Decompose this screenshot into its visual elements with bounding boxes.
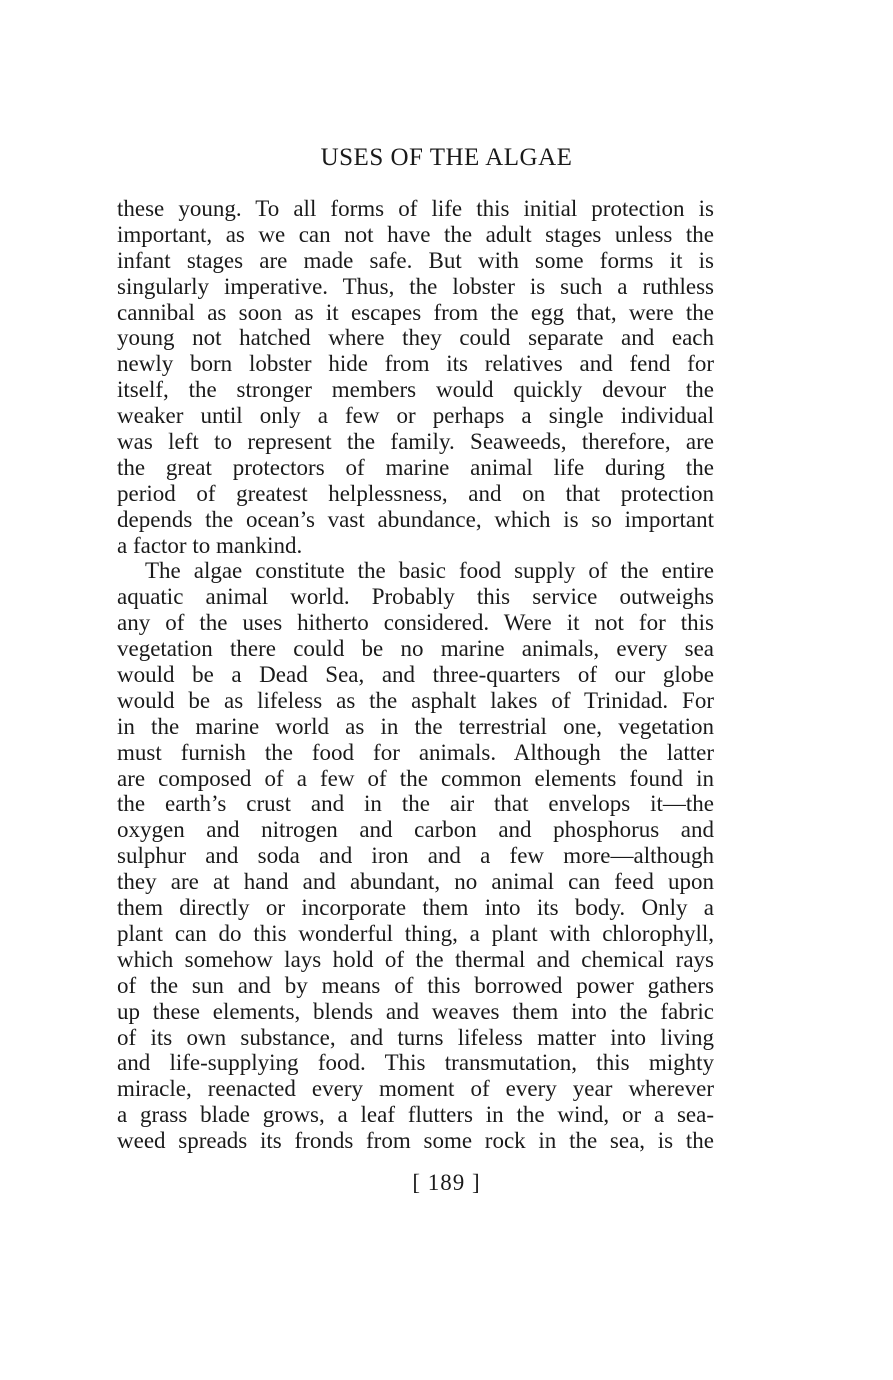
text-line: of the sun and by means of this borrowed power gathers [117,972,714,998]
text-line: which somehow lays hold of the thermal and chemical rays [117,946,714,972]
text-line: itself, the stronger members would quickly devour the [117,377,714,403]
text-line: in the marine world as in the terrestrial one, vegetation [117,713,714,739]
text-line: period of greatest helplessness, and on that protection [117,480,714,506]
text-line: oxygen and nitrogen and carbon and phosphorus and [117,817,714,843]
text-line: important, as we can not have the adult stages unless the [117,221,714,247]
text-line: up these elements, blends and weaves them into the fabric [117,998,714,1024]
text-line: any of the uses hitherto considered. Were it not for this [117,610,714,636]
text-line: must furnish the food for animals. Although the latter [117,739,714,765]
page-number: [ 189 ] [412,1170,481,1195]
text-line: plant can do this wonderful thing, a plant with chlorophyll, [117,920,714,946]
text-line: cannibal as soon as it escapes from the egg that, were the [117,299,714,325]
text-line: weaker until only a few or perhaps a single individual [117,403,714,429]
text-line: The algae constitute the basic food supply of the entire [145,558,714,584]
text-line: weed spreads its fronds from some rock in the sea, is the [117,1128,714,1154]
text-line: them directly or incorporate them into its body. Only a [117,895,714,921]
text-line: young not hatched where they could separate and each [117,325,714,351]
text-line: a factor to mankind. [117,532,303,558]
text-line: these young. To all forms of life this initial protection is [117,196,714,221]
text-line: they are at hand and abundant, no animal can feed upon [117,869,714,895]
text-line: newly born lobster hide from its relatives and fend for [117,351,714,377]
text-line: singularly imperative. Thus, the lobster is such a ruthless [117,273,714,299]
text-line: vegetation there could be no marine animals, every sea [117,636,714,662]
text-line: was left to represent the family. Seaweeds, therefore, are [117,429,714,455]
text-line: depends the ocean’s vast abundance, which is so important [117,506,714,532]
running-head: USES OF THE ALGAE [320,144,573,171]
text-line: of its own substance, and turns lifeless matter into living [117,1024,714,1050]
text-line: the earth’s crust and in the air that envelops it—the [117,791,714,817]
body-text [117,196,714,1154]
text-line: the great protectors of marine animal life during the [117,454,714,480]
text-line: miracle, reenacted every moment of every year wherever [117,1076,714,1102]
text-line: a grass blade grows, a leaf flutters in the wind, or a sea- [117,1102,714,1128]
text-line: are composed of a few of the common elements found in [117,765,714,791]
text-line: would be as lifeless as the asphalt lakes of Trinidad. For [117,687,714,713]
text-line: infant stages are made safe. But with some forms it is [117,247,714,273]
text-line: and life-supplying food. This transmutation, this mighty [117,1050,714,1076]
text-line: aquatic animal world. Probably this service outweighs [117,584,714,610]
text-line: sulphur and soda and iron and a few more—although [117,843,714,869]
text-line: would be a Dead Sea, and three-quarters of our globe [117,662,714,688]
